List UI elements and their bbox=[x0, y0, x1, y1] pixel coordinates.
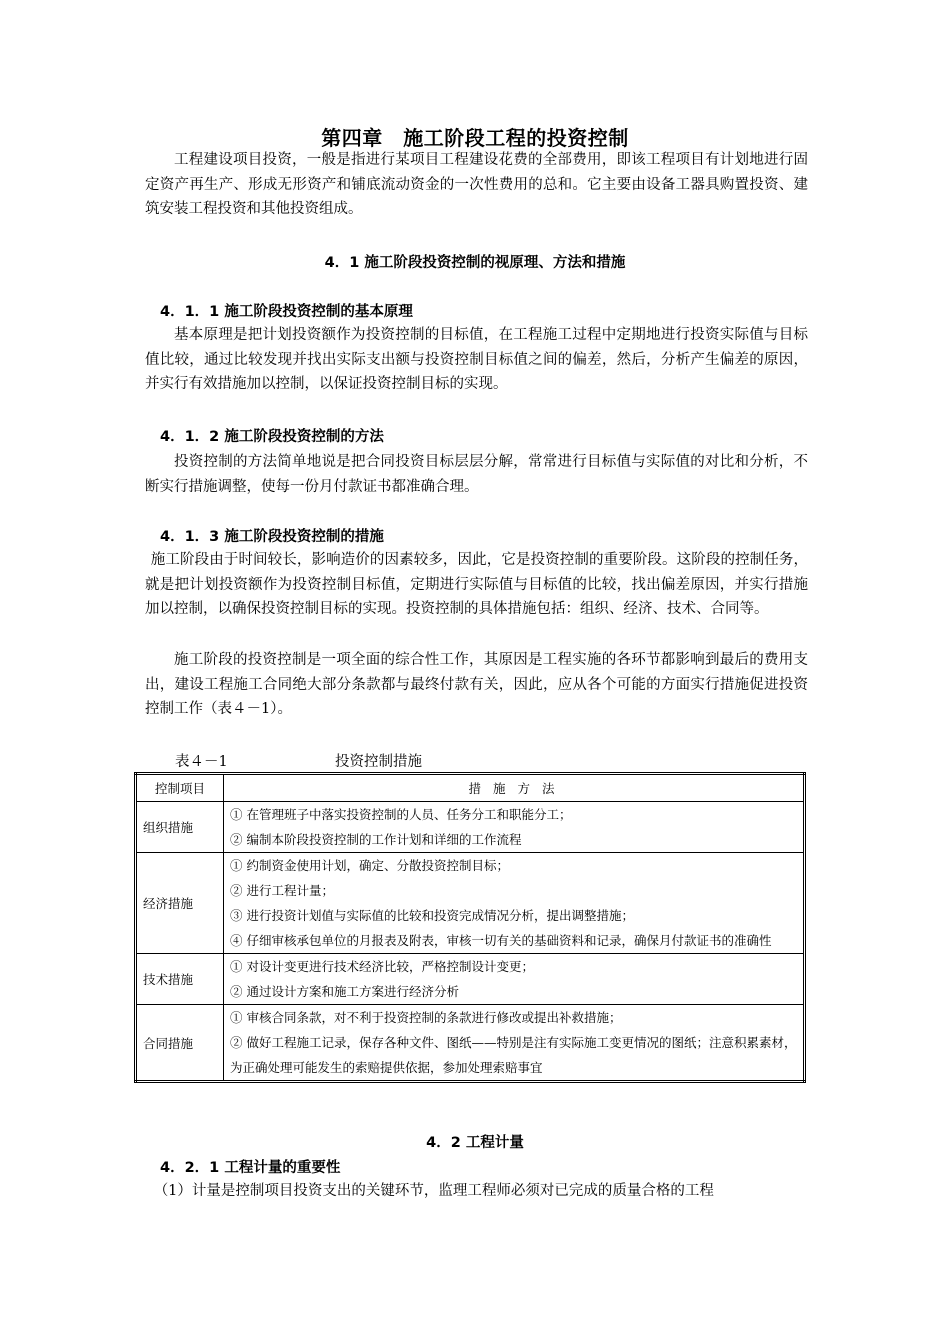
row-name: 经济措施 bbox=[136, 853, 224, 954]
row-name: 合同措施 bbox=[136, 1005, 224, 1082]
table-row bbox=[136, 1005, 805, 1082]
table-caption: 投资控制措施 bbox=[335, 754, 422, 770]
row-measures bbox=[224, 853, 805, 954]
measure-item: ① 审核合同条款，对不利于投资控制的条款进行修改或提出补救措施； bbox=[230, 1010, 622, 1025]
intro-paragraph: 工程建设项目投资，一般是指进行某项目工程建设花费的全部费用，即该工程项目有计划地进行固定资产再生产、形成无形资产和铺底流动资金的一次性费用的总和。它主要由设备工器具购置投资、建筑安装工程投资和其他投资组成。 bbox=[145, 152, 808, 217]
investment-control-table bbox=[134, 772, 806, 1083]
table-row bbox=[136, 853, 805, 954]
measure-item: ② 编制本阶段投资控制的工作计划和详细的工作流程 bbox=[230, 832, 522, 847]
row-name: 组织措施 bbox=[136, 802, 224, 853]
table-number: 表４－1 bbox=[175, 754, 228, 770]
section-4-1-3-body-2: 施工阶段的投资控制是一项全面的综合性工作，其原因是工程实施的各环节都影响到最后的费用支出，建设工程施工合同绝大部分条款都与最终付款有关，因此，应从各个可能的方面实行措施促进投资控制工作（表４－1）。 bbox=[145, 652, 808, 717]
section-4-2-1-heading: 4．2．1 工程计量的重要性 bbox=[160, 1160, 341, 1176]
row-measures bbox=[224, 802, 805, 853]
measure-item: ① 约制资金使用计划，确定、分散投资控制目标； bbox=[230, 858, 509, 873]
section-4-2-heading: 4．2 工程计量 bbox=[426, 1135, 524, 1151]
measure-item: ④ 仔细审核承包单位的月报表及附表，审核一切有关的基础资料和记录，确保月付款证书的准确性 bbox=[230, 933, 772, 948]
section-4-1-1-heading: 4．1．1 施工阶段投资控制的基本原理 bbox=[160, 304, 413, 320]
table-header-row bbox=[136, 774, 805, 802]
section-4-1-1-body: 基本原理是把计划投资额作为投资控制的目标值，在工程施工过程中定期地进行投资实际值与目标值比较，通过比较发现并找出实际支出额与投资控制目标值之间的偏差，然后，分析产生偏差的原因，并实行有效措施加以控制，以保证投资控制目标的实现。 bbox=[145, 327, 808, 392]
header-measures: 措 施 方 法 bbox=[224, 774, 805, 802]
measure-item: ① 在管理班子中落实投资控制的人员、任务分工和职能分工； bbox=[230, 807, 572, 822]
measure-item: ③ 进行投资计划值与实际值的比较和投资完成情况分析，提出调整措施； bbox=[230, 908, 634, 923]
section-4-2-1-body: （1）计量是控制项目投资支出的关键环节，监理工程师必须对已完成的质量合格的工程 bbox=[153, 1183, 714, 1199]
row-name: 技术措施 bbox=[136, 954, 224, 1005]
measure-item: ② 通过设计方案和施工方案进行经济分析 bbox=[230, 984, 459, 999]
measure-item: ② 做好工程施工记录，保存各种文件、图纸——特别是注有实际施工变更情况的图纸；注意积累素材，为正确处理可能发生的索赔提供依据，参加处理索赔事宜 bbox=[230, 1035, 797, 1075]
section-4-1-3-heading: 4．1．3 施工阶段投资控制的措施 bbox=[160, 529, 384, 545]
header-control-item: 控制项目 bbox=[136, 774, 224, 802]
section-4-1-heading: 4．1 施工阶段投资控制的视原理、方法和措施 bbox=[324, 255, 626, 271]
section-4-1-3-body-1: 施工阶段由于时间较长，影响造价的因素较多，因此，它是投资控制的重要阶段。这阶段的控制任务，就是把计划投资额作为投资控制目标值，定期进行实际值与目标值的比较，找出偏差原因，并实行措施加以控制，以确保投资控制目标的实现。投资控制的具体措施包括：组织、经济、技术、合同等。 bbox=[145, 552, 808, 617]
chapter-title: 第四章 施工阶段工程的投资控制 bbox=[321, 126, 629, 150]
table-row bbox=[136, 954, 805, 1005]
table-row bbox=[136, 802, 805, 853]
row-measures bbox=[224, 954, 805, 1005]
row-measures bbox=[224, 1005, 805, 1082]
measure-item: ① 对设计变更进行技术经济比较，严格控制设计变更； bbox=[230, 959, 534, 974]
section-4-1-2-heading: 4．1．2 施工阶段投资控制的方法 bbox=[160, 429, 384, 445]
measure-item: ② 进行工程计量； bbox=[230, 883, 334, 898]
section-4-1-2-body: 投资控制的方法简单地说是把合同投资目标层层分解，常常进行目标值与实际值的对比和分析，不断实行措施调整，使每一份月付款证书都准确合理。 bbox=[145, 454, 808, 495]
